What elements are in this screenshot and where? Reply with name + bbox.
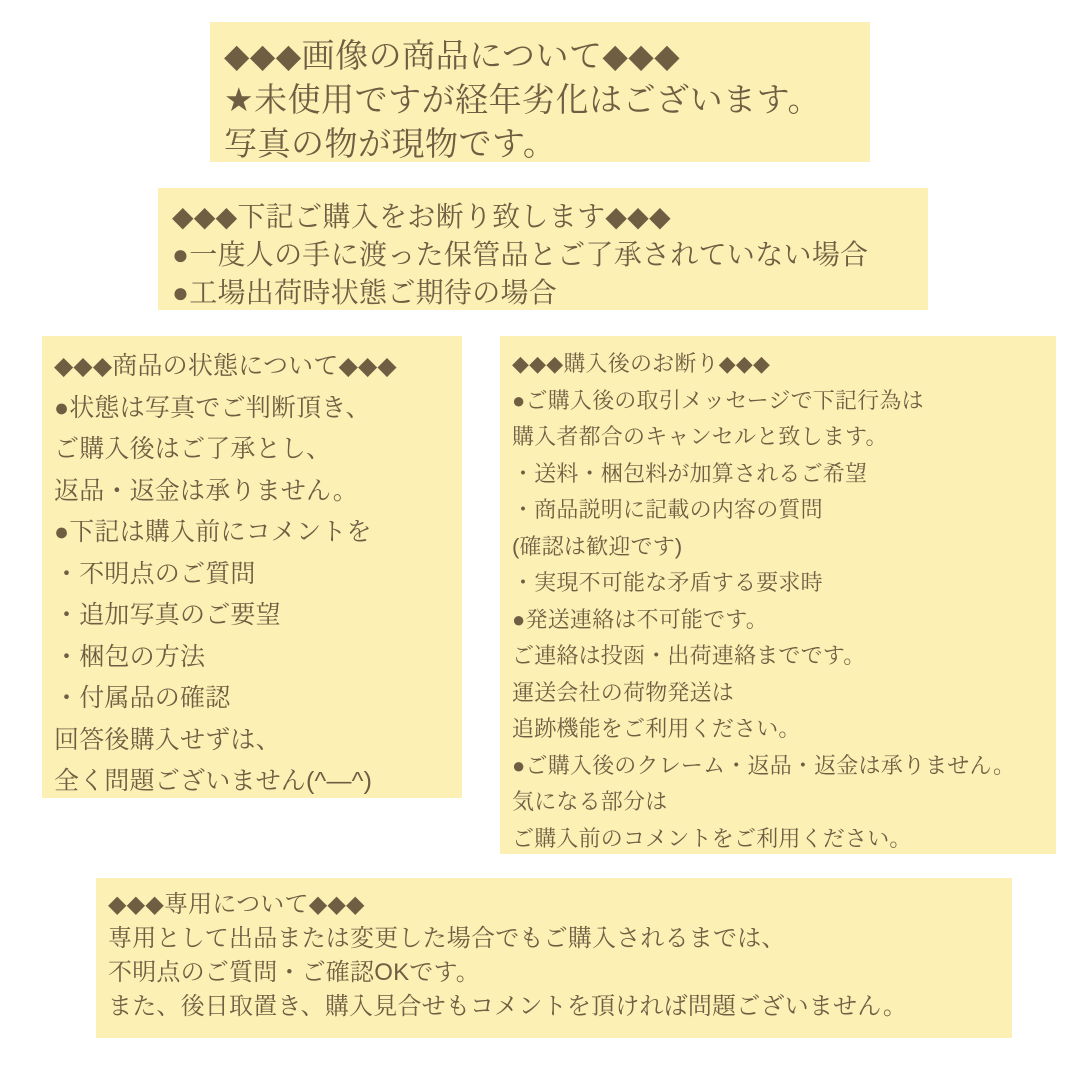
refusal-notice-line-2: ●一度人の手に渡った保管品とご了承されていない場合 bbox=[172, 239, 869, 270]
top-notice-line-1: ◆◆◆画像の商品について◆◆◆ bbox=[224, 37, 681, 74]
condition-notice-line-7: ・追加写真のご要望 bbox=[54, 601, 281, 629]
reserved-notice-line-4: また、後日取置き、購入見合せもコメントを頂ければ問題ございません。 bbox=[108, 993, 908, 1020]
after-purchase-line-2: ●ご購入後の取引メッセージで下記行為は bbox=[512, 387, 924, 413]
condition-notice-panel bbox=[42, 336, 462, 798]
after-purchase-line-1: ◆◆◆購入後のお断り◆◆◆ bbox=[512, 351, 771, 376]
after-purchase-line-3: 購入者都合のキャンセルと致します。 bbox=[512, 424, 888, 449]
after-purchase-line-5: ・商品説明に記載の内容の質問 bbox=[512, 497, 823, 522]
after-purchase-line-14: ご購入前のコメントをご利用ください。 bbox=[512, 825, 912, 851]
condition-notice-line-10: 回答後購入せずは、 bbox=[54, 725, 281, 754]
reserved-notice-line-1: ◆◆◆専用について◆◆◆ bbox=[108, 891, 365, 918]
condition-notice-line-8: ・梱包の方法 bbox=[54, 642, 206, 671]
reserved-notice-line-2: 専用として出品または変更した場合でもご購入されるまでは、 bbox=[108, 925, 786, 952]
condition-notice-line-6: ・不明点のご質問 bbox=[54, 559, 256, 588]
top-notice-line-3: 写真の物が現物です。 bbox=[224, 125, 557, 162]
condition-notice-line-1: ◆◆◆商品の状態について◆◆◆ bbox=[54, 352, 397, 380]
after-purchase-line-6: (確認は歓迎です) bbox=[512, 533, 683, 559]
after-purchase-line-4: ・送料・梱包料が加算されるご希望 bbox=[512, 460, 868, 486]
after-purchase-line-7: ・実現不可能な矛盾する要求時 bbox=[512, 570, 823, 595]
top-notice-panel bbox=[210, 22, 870, 162]
after-purchase-line-13: 気になる部分は bbox=[512, 789, 668, 814]
after-purchase-notice-panel bbox=[500, 336, 1056, 854]
condition-notice-line-5: ●下記は購入前にコメントを bbox=[54, 518, 372, 546]
condition-notice-line-2: ●状態は写真でご判断頂き、 bbox=[54, 393, 371, 422]
refusal-notice-line-3: ●工場出荷時状態ご期待の場合 bbox=[172, 277, 558, 308]
condition-notice-line-11: 全く問題ございません(^―^) bbox=[54, 767, 373, 795]
top-notice-line-2: ★未使用ですが経年劣化はございます。 bbox=[224, 81, 821, 118]
after-purchase-line-8: ●発送連絡は不可能です。 bbox=[512, 606, 768, 632]
condition-notice-line-3: ご購入後はご了承とし、 bbox=[54, 435, 332, 463]
condition-notice-line-4: 返品・返金は承りません。 bbox=[54, 476, 358, 505]
condition-notice-line-9: ・付属品の確認 bbox=[54, 684, 231, 712]
refusal-notice-panel bbox=[158, 188, 928, 310]
reserved-notice-line-3: 不明点のご質問・ご確認OKです。 bbox=[108, 959, 480, 986]
refusal-notice-line-1: ◆◆◆下記ご購入をお断り致します◆◆◆ bbox=[172, 201, 671, 232]
after-purchase-line-10: 運送会社の荷物発送は bbox=[512, 679, 735, 705]
reserved-notice-panel bbox=[96, 878, 1012, 1038]
after-purchase-line-12: ●ご購入後のクレーム・返品・返金は承りません。 bbox=[512, 752, 1016, 778]
after-purchase-line-11: 追跡機能をご利用ください。 bbox=[512, 716, 801, 741]
after-purchase-line-9: ご連絡は投函・出荷連絡までです。 bbox=[512, 643, 866, 668]
